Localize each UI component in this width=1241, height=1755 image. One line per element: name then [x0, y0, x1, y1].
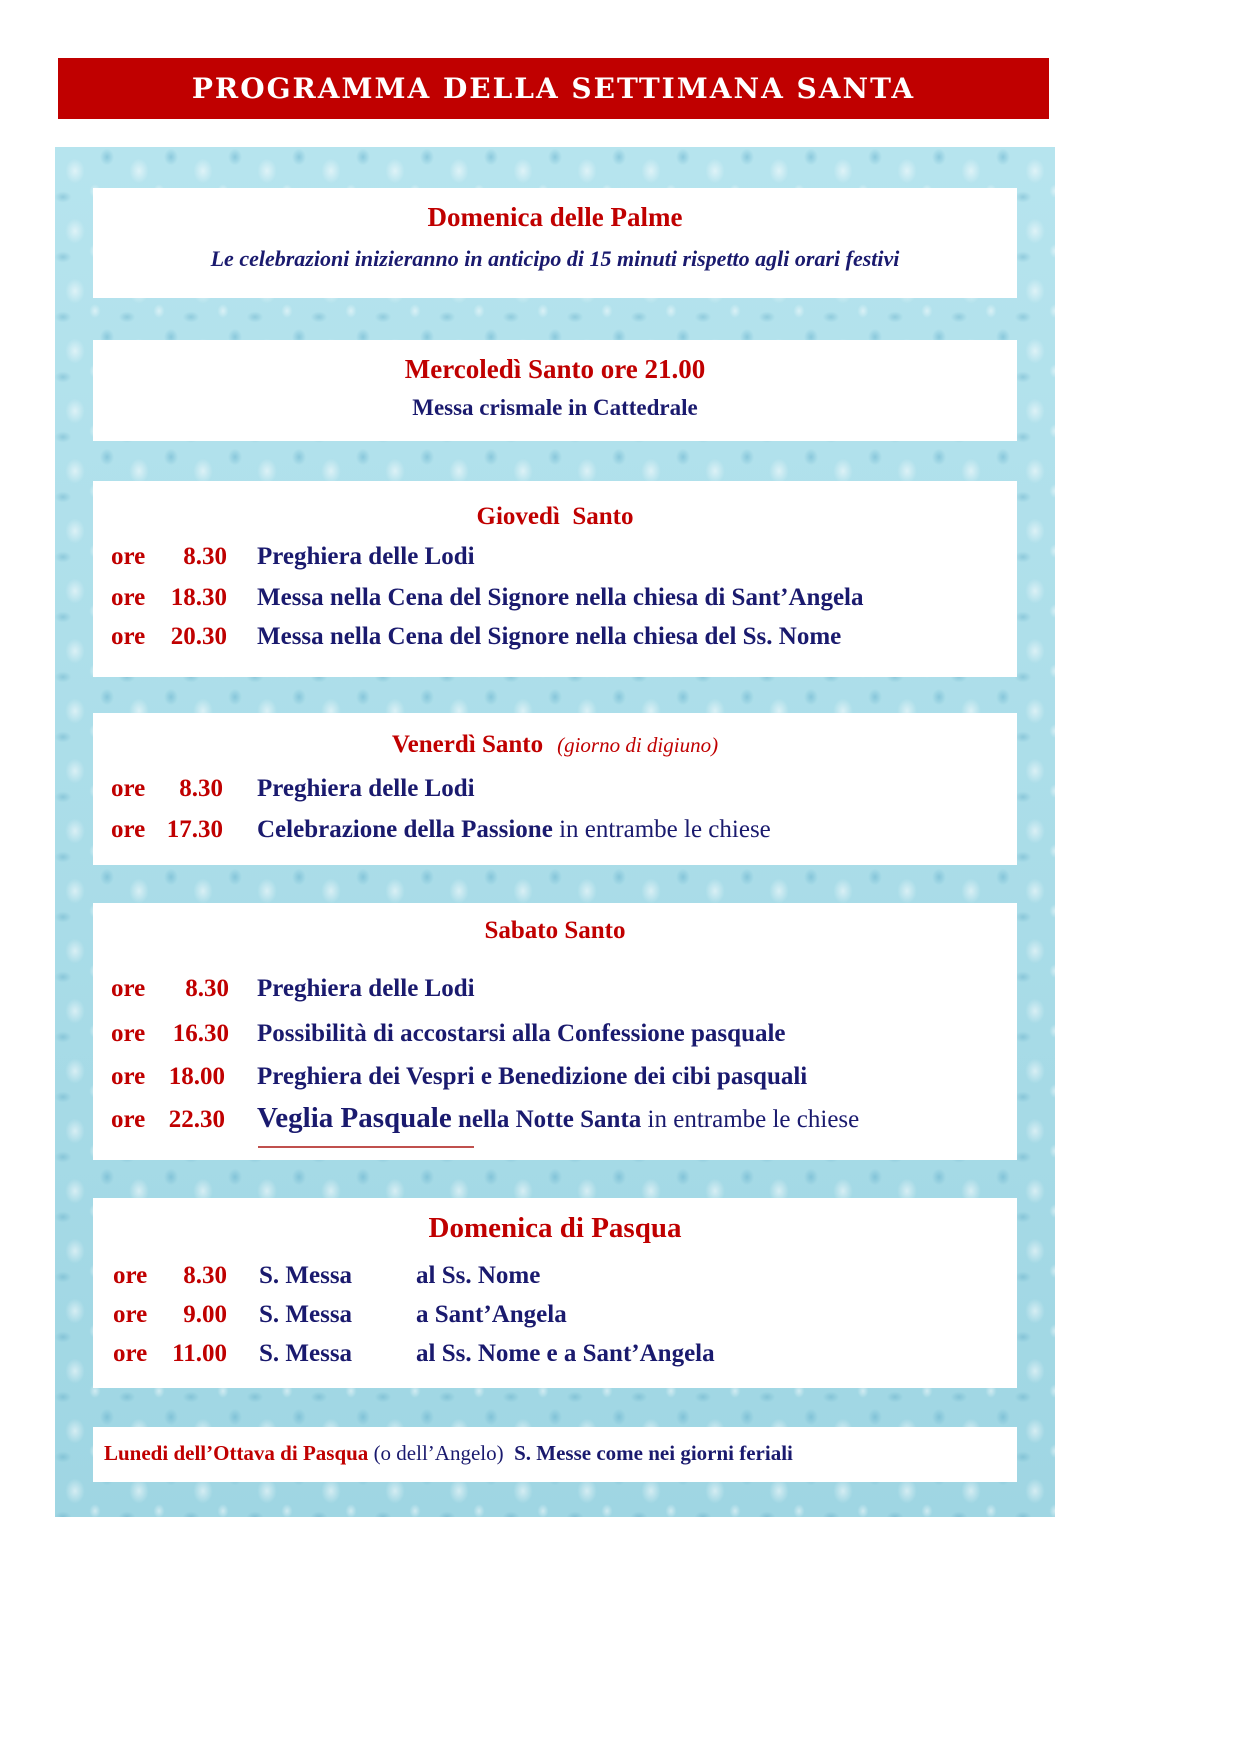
- section-sabato: [93, 903, 1017, 1160]
- description: Possibilità di accostarsi alla Confessione pasquale: [257, 1020, 786, 1047]
- description: Messa nella Cena del Signore nella chiesa del Ss. Nome: [257, 623, 842, 650]
- section-mercoledi: [93, 340, 1017, 441]
- section-note: Le celebrazioni inizieranno in anticipo di 15 minuti rispetto agli orari festivi: [210, 246, 900, 271]
- location: al Ss. Nome e a Sant’Angela: [416, 1340, 715, 1367]
- ore-label: ore: [111, 1020, 146, 1047]
- mass-label: S. Messa: [259, 1340, 353, 1367]
- ore-label: ore: [111, 584, 146, 611]
- ore-label: ore: [113, 1301, 148, 1328]
- schedule-row-veglia: [93, 1102, 1017, 1142]
- mass-label: S. Messa: [259, 1262, 353, 1289]
- time: 22.30: [168, 1106, 225, 1133]
- description: [257, 775, 475, 803]
- description-main: Preghiera delle Lodi: [257, 775, 475, 802]
- section-heading-line: [93, 731, 1017, 759]
- description: Preghiera dei Vespri e Benedizione dei cibi pasquali: [257, 1063, 808, 1090]
- schedule-row: [93, 775, 1017, 811]
- section-heading: Sabato Santo: [484, 917, 626, 944]
- ore-label: ore: [111, 543, 146, 570]
- time: 8.30: [183, 543, 227, 570]
- schedule-row: [93, 975, 1017, 1011]
- description: [257, 816, 771, 844]
- description-extra: in entrambe le chiese: [552, 816, 771, 843]
- section-lunedi: [93, 1427, 1017, 1482]
- description: [257, 1102, 859, 1135]
- ore-label: ore: [111, 816, 146, 843]
- section-pasqua: [93, 1198, 1017, 1388]
- time: 17.30: [166, 816, 223, 843]
- schedule-row: [93, 1340, 1017, 1376]
- ore-label: ore: [111, 623, 146, 650]
- time: 8.30: [183, 1262, 227, 1289]
- schedule-row: [93, 1063, 1017, 1099]
- description: Messa nella Cena del Signore nella chiesa di Sant’Angela: [257, 584, 864, 611]
- ore-label: ore: [113, 1340, 148, 1367]
- section-text: Messa crismale in Cattedrale: [412, 395, 698, 420]
- schedule-row: [93, 1262, 1017, 1298]
- ore-label: ore: [113, 1262, 148, 1289]
- time: 20.30: [170, 623, 227, 650]
- lunedi-label: Lunedi dell’Ottava di Pasqua: [104, 1441, 369, 1465]
- ore-label: ore: [111, 775, 146, 802]
- section-heading: Mercoledì Santo ore 21.00: [404, 354, 706, 384]
- schedule-row: [93, 543, 1017, 579]
- schedule-row: [93, 1301, 1017, 1337]
- underline-divider: [258, 1146, 474, 1148]
- lunedi-line: [104, 1441, 793, 1466]
- location: al Ss. Nome: [416, 1262, 541, 1289]
- section-palme: [93, 188, 1017, 298]
- description-main: Celebrazione della Passione: [257, 816, 553, 843]
- time: 16.30: [172, 1020, 229, 1047]
- schedule-row: [93, 584, 1017, 620]
- description-extra: in entrambe le chiese: [641, 1106, 860, 1133]
- ore-label: ore: [111, 1063, 146, 1090]
- lunedi-text: S. Messe come nei giorni feriali: [508, 1441, 793, 1465]
- time: 8.30: [185, 975, 229, 1002]
- ore-label: ore: [111, 1106, 146, 1133]
- mass-label: S. Messa: [259, 1301, 353, 1328]
- time: 8.30: [179, 775, 223, 802]
- description: Preghiera delle Lodi: [257, 543, 475, 570]
- section-heading: Domenica delle Palme: [427, 202, 683, 232]
- time: 9.00: [183, 1301, 227, 1328]
- time: 11.00: [172, 1340, 227, 1367]
- location: a Sant’Angela: [416, 1301, 567, 1328]
- description-main: nella Notte Santa: [451, 1106, 642, 1133]
- time: 18.30: [170, 584, 227, 611]
- section-heading: Venerdì Santo: [391, 731, 544, 758]
- section-giovedi: [93, 481, 1017, 677]
- section-venerdi: [93, 713, 1017, 865]
- schedule-row: [93, 1020, 1017, 1056]
- description: Preghiera delle Lodi: [257, 975, 475, 1002]
- time: 18.00: [168, 1063, 225, 1090]
- description-highlight: Veglia Pasquale: [257, 1102, 452, 1134]
- schedule-row: [93, 816, 1017, 852]
- section-heading: Giovedì Santo: [476, 503, 634, 530]
- section-note: (giorno di digiuno): [557, 733, 719, 757]
- page-title: PROGRAMMA DELLA SETTIMANA SANTA: [58, 58, 1049, 119]
- ore-label: ore: [111, 975, 146, 1002]
- lunedi-alt: (o dell’Angelo): [368, 1441, 509, 1465]
- section-heading: Domenica di Pasqua: [428, 1212, 682, 1244]
- schedule-row: [93, 623, 1017, 659]
